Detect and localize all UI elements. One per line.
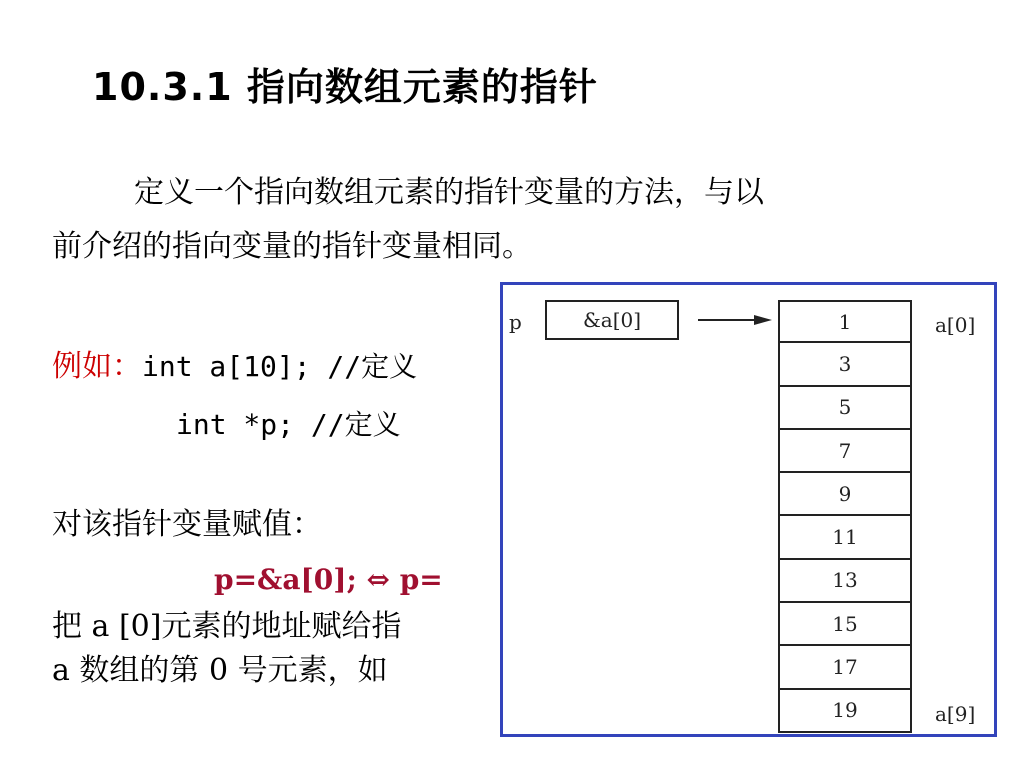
example-label: 例如：: [52, 349, 142, 384]
example-code-2: int *p; //定义: [176, 408, 401, 441]
paragraph-line-2: 前介绍的指向变量的指针变量相同。: [52, 229, 532, 264]
pointer-box: &a[0]: [545, 300, 679, 340]
assign-line-1: 把 a [0]元素的地址赋给指: [52, 609, 402, 644]
array-cell: 19: [778, 690, 912, 733]
array-cells: [778, 300, 912, 733]
array-last-label: a[9]: [935, 702, 976, 726]
array-first-label: a[0]: [935, 313, 976, 337]
array-cell: 13: [778, 560, 912, 603]
array-cell: 17: [778, 646, 912, 689]
array-cell: 7: [778, 430, 912, 473]
assign-code: p=&a[0]; ⇔ p=: [214, 563, 443, 596]
array-cell: 11: [778, 516, 912, 559]
array-cell: 9: [778, 473, 912, 516]
paragraph-line-1: 定义一个指向数组元素的指针变量的方法，与以: [134, 175, 764, 210]
slide-title: 10.3.1 指向数组元素的指针: [92, 65, 598, 109]
array-pointer-diagram: [500, 282, 997, 737]
example-line-1: [52, 349, 418, 384]
array-cell: 3: [778, 343, 912, 386]
example-code-1: int a[10]; //定义: [142, 350, 418, 383]
array-cell: 5: [778, 387, 912, 430]
array-cell: 15: [778, 603, 912, 646]
pointer-arrow-icon: [696, 312, 776, 328]
pointer-variable-label: p: [509, 310, 522, 334]
assign-heading: 对该指针变量赋值：: [52, 507, 322, 542]
array-cell: 1: [778, 300, 912, 343]
assign-line-2: a 数组的第 0 号元素，如: [52, 653, 388, 688]
